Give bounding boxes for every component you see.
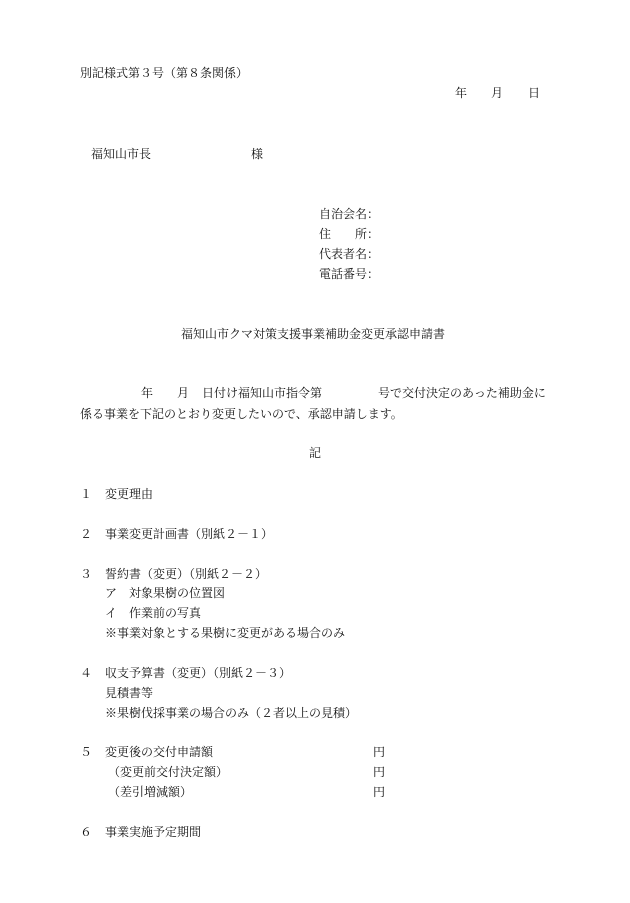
item-6-number: ６ [80, 825, 93, 839]
item-3-sub-i: イ 作業前の写真 [105, 606, 202, 620]
association-name-label: 自治会名： [319, 207, 380, 221]
document-title: 福知山市クマ対策支援事業補助金変更承認申請書 [181, 327, 446, 341]
item-5-label: 変更後の交付申請額 [105, 745, 214, 759]
item-5-yen-1: 円 [373, 745, 386, 759]
item-2-number: ２ [80, 527, 93, 541]
body-line2: 係る事業を下記のとおり変更したいので、承認申請します。 [80, 407, 403, 421]
item-5-before-label: （変更前交付決定額） [108, 765, 229, 779]
body-line1: 日付け福知山市指令第 [202, 386, 323, 400]
item-3-note: ※事業対象とする果樹に変更がある場合のみ [105, 626, 346, 640]
item-3-sub-a: ア 対象果樹の位置図 [105, 586, 226, 600]
item-5-yen-3: 円 [373, 785, 386, 799]
body-year-label: 年 [141, 386, 154, 400]
date-month-label: 月 [491, 86, 504, 100]
date-year-label: 年 [455, 86, 468, 100]
item-4-note: ※果樹伐採事業の場合のみ（２者以上の見積） [105, 706, 358, 720]
addressee-name: 福知山市長 [91, 147, 152, 161]
body-line1-end: 号で交付決定のあった補助金に [378, 386, 546, 400]
item-3-label: 誓約書（変更）（別紙２－２） [105, 567, 268, 581]
addressee-honorific: 様 [251, 147, 264, 161]
item-6-label: 事業実施予定期間 [105, 825, 202, 839]
item-3-number: ３ [80, 567, 93, 581]
item-1-label: 変更理由 [105, 487, 154, 501]
item-5-number: ５ [80, 745, 93, 759]
item-4-label: 収支予算書（変更）（別紙２－３） [105, 666, 292, 680]
form-number: 別記様式第３号（第８条関係） [80, 66, 249, 80]
item-1-number: １ [80, 487, 93, 501]
body-month-label: 月 [177, 386, 190, 400]
item-4-sub: 見積書等 [105, 686, 154, 700]
ki-heading: 記 [309, 446, 322, 460]
item-2-label: 事業変更計画書（別紙２－１） [105, 527, 274, 541]
item-5-yen-2: 円 [373, 765, 386, 779]
address-label: 住 所： [319, 227, 380, 241]
item-4-number: ４ [80, 666, 93, 680]
item-5-diff-label: （差引増減額） [108, 785, 193, 799]
representative-label: 代表者名： [319, 247, 380, 261]
date-day-label: 日 [528, 86, 541, 100]
phone-label: 電話番号： [319, 267, 380, 281]
